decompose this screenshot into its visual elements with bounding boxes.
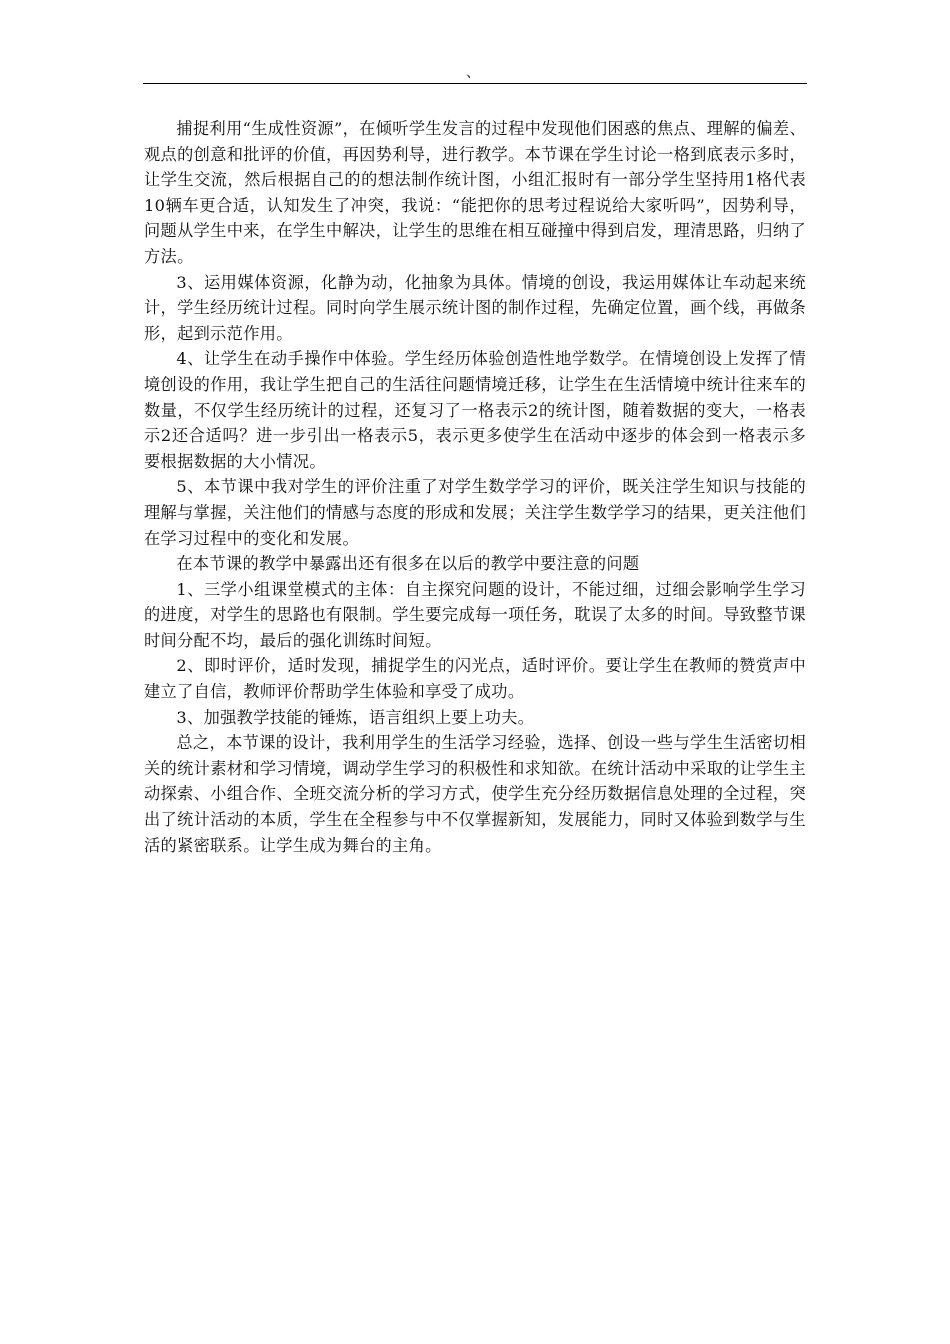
header-rule [143, 83, 807, 84]
paragraph-summary: 总之，本节课的设计，我利用学生的生活学习经验，选择、创设一些与学生生活密切相关的统计素材和学习情境，调动学生学习的积极性和求知欲。在统计活动中采取的让学生主动探索、小组合作、全班交流分析的学习方式，使学生充分经历数据信息处理的全过程，突出了统计活动的本质，学生在全程参与中不仅掌握新知，发展能力，同时又体验到数学与生活的紧密联系。让学生成为舞台的主角。 [144, 733, 806, 855]
paragraph-problem-2: 2、即时评价，适时发现，捕捉学生的闪光点，适时评价。要让学生在教师的赞赏声中建立了自信，教师评价帮助学生体验和享受了成功。 [144, 656, 806, 702]
paragraph-problems-intro: 在本节课的教学中暴露出还有很多在以后的教学中要注意的问题 [176, 554, 640, 574]
paragraph-problem-3: 3、加强教学技能的锤炼，语言组织上要上功夫。 [176, 707, 535, 727]
document-body [144, 116, 806, 858]
paragraph-media-resources: 3、运用媒体资源，化静为动，化抽象为具体。情境的创设，我运用媒体让车动起来统计，学生经历统计过程。同时向学生展示统计图的制作过程，先确定位置，画个线，再做条形，起到示范作用。 [144, 272, 806, 343]
paragraph-hands-on-experience: 4、让学生在动手操作中体验。学生经历体验创造性地学数学。在情境创设上发挥了情境创设的作用，我让学生把自己的生活往问题情境迁移，让学生在生活情境中统计往来车的数量，不仅学生经历统计的过程，还复习了一格表示2的统计图，随着数据的变大，一格表示2还合适吗？进一步引出一格表示5，表示更多使学生在活动中逐步的体会到一格表示多要根据数据的大小情况。 [144, 349, 806, 471]
paragraph-student-evaluation: 5、本节课中我对学生的评价注重了对学生数学学习的评价，既关注学生知识与技能的理解与掌握，关注他们的情感与态度的形成和发展；关注学生数学学习的结果，更关注他们在学习过程中的变化和发展。 [144, 477, 806, 548]
paragraph-problem-1: 1、三学小组课堂模式的主体：自主探究问题的设计，不能过细，过细会影响学生学习的进度，对学生的思路也有限制。学生要完成每一项任务，耽误了太多的时间。导致整节课时间分配不均，最后的强化训练时间短。 [144, 579, 806, 650]
paragraph-generative-resources: 捕捉利用“生成性资源”，在倾听学生发言的过程中发现他们困惑的焦点、理解的偏差、观点的创意和批评的价值，再因势利导，进行教学。本节课在学生讨论一格到底表示多时，让学生交流，然后根据自己的的想法制作统计图，小组汇报时有一部分学生坚持用1格代表10辆车更合适，认知发生了冲突，我说：“能把你的思考过程说给大家听吗”，因势利导，问题从学生中来，在学生中解决，让学生的思维在相互碰撞中得到启发，理清思路，归纳了方法。 [144, 119, 806, 266]
header-mark: 、 [466, 65, 480, 81]
